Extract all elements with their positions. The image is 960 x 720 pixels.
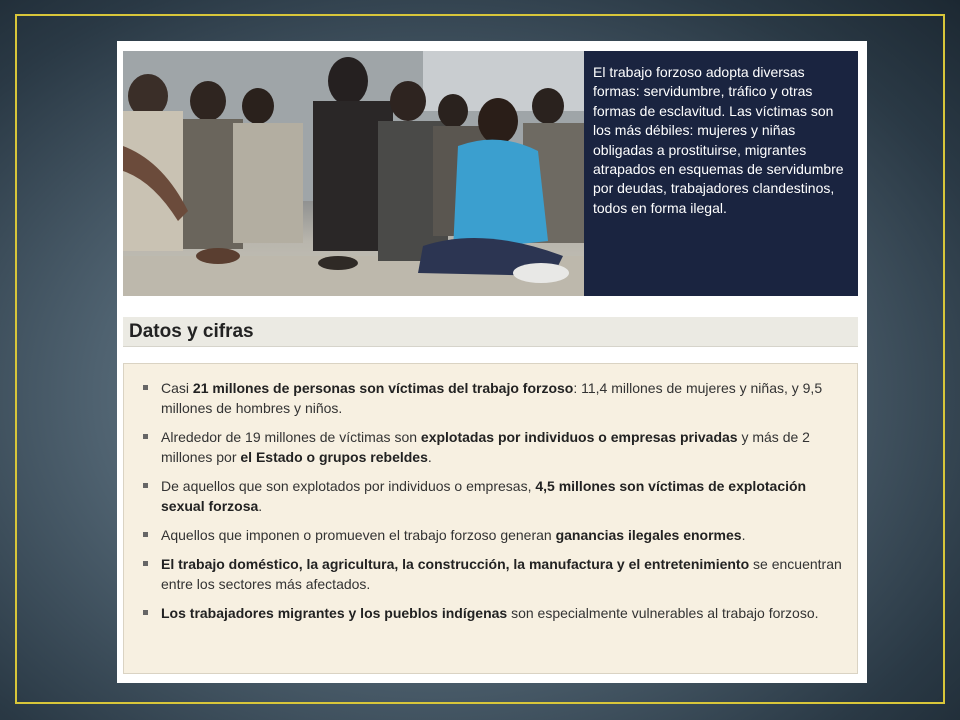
fact-text: . <box>258 498 263 514</box>
square-bullet-icon <box>143 561 148 566</box>
hero-banner <box>123 51 858 296</box>
fact-text: . <box>427 449 432 465</box>
fact-item <box>124 603 847 623</box>
fact-item <box>124 525 847 545</box>
fact-highlight-text: el Estado o grupos rebeldes <box>240 449 428 465</box>
people-sitting-photo-illustration <box>123 51 584 296</box>
section-header <box>123 317 858 347</box>
fact-highlight-text: explotadas por individuos o empresas privadas <box>420 429 738 445</box>
square-bullet-icon <box>143 434 148 439</box>
square-bullet-icon <box>143 385 148 390</box>
square-bullet-icon <box>143 532 148 537</box>
fact-highlight-text: Los trabajadores migrantes y los pueblos indígenas <box>161 605 508 621</box>
fact-text: Casi <box>161 380 193 396</box>
facts-list <box>124 378 847 623</box>
square-bullet-icon <box>143 483 148 488</box>
fact-text: se encuentran entre los sectores más afectados. <box>161 556 842 592</box>
fact-text: y más de 2 millones por <box>161 429 810 465</box>
section-title: Datos y cifras <box>129 321 254 342</box>
fact-text: . <box>741 527 746 543</box>
fact-highlight-text: ganancias ilegales enormes <box>555 527 742 543</box>
fact-item <box>124 378 847 418</box>
hero-caption: El trabajo forzoso adopta diversas formas: servidumbre, tráfico y otras formas de esclavitud. Las víctimas son los más débiles: mujeres y niñas obligadas a prostituirse, migrantes atrapados en esquemas de servidumbre por deudas, trabajadores clandestinos, todos en forma ilegal. <box>584 51 858 296</box>
fact-text: Aquellos que imponen o promueven el trabajo forzoso generan <box>161 527 556 543</box>
fact-item <box>124 427 847 467</box>
hero-photo <box>123 51 584 296</box>
square-bullet-icon <box>143 610 148 615</box>
fact-text: : 11,4 millones de mujeres y niñas, y 9,5 millones de hombres y niños. <box>161 380 823 416</box>
facts-box <box>123 363 858 674</box>
fact-highlight-text: 21 millones de personas son víctimas del trabajo forzoso <box>192 380 574 396</box>
fact-text: De aquellos que son explotados por individuos o empresas, <box>161 478 536 494</box>
fact-item <box>124 476 847 516</box>
fact-item <box>124 554 847 594</box>
slide-content <box>117 41 867 683</box>
fact-highlight-text: El trabajo doméstico, la agricultura, la construcción, la manufactura y el entretenimiento <box>161 556 750 572</box>
fact-text: son especialmente vulnerables al trabajo forzoso. <box>507 605 819 621</box>
fact-text: Alrededor de 19 millones de víctimas son <box>161 429 421 445</box>
fact-highlight-text: 4,5 millones son víctimas de explotación sexual forzosa <box>161 478 807 514</box>
